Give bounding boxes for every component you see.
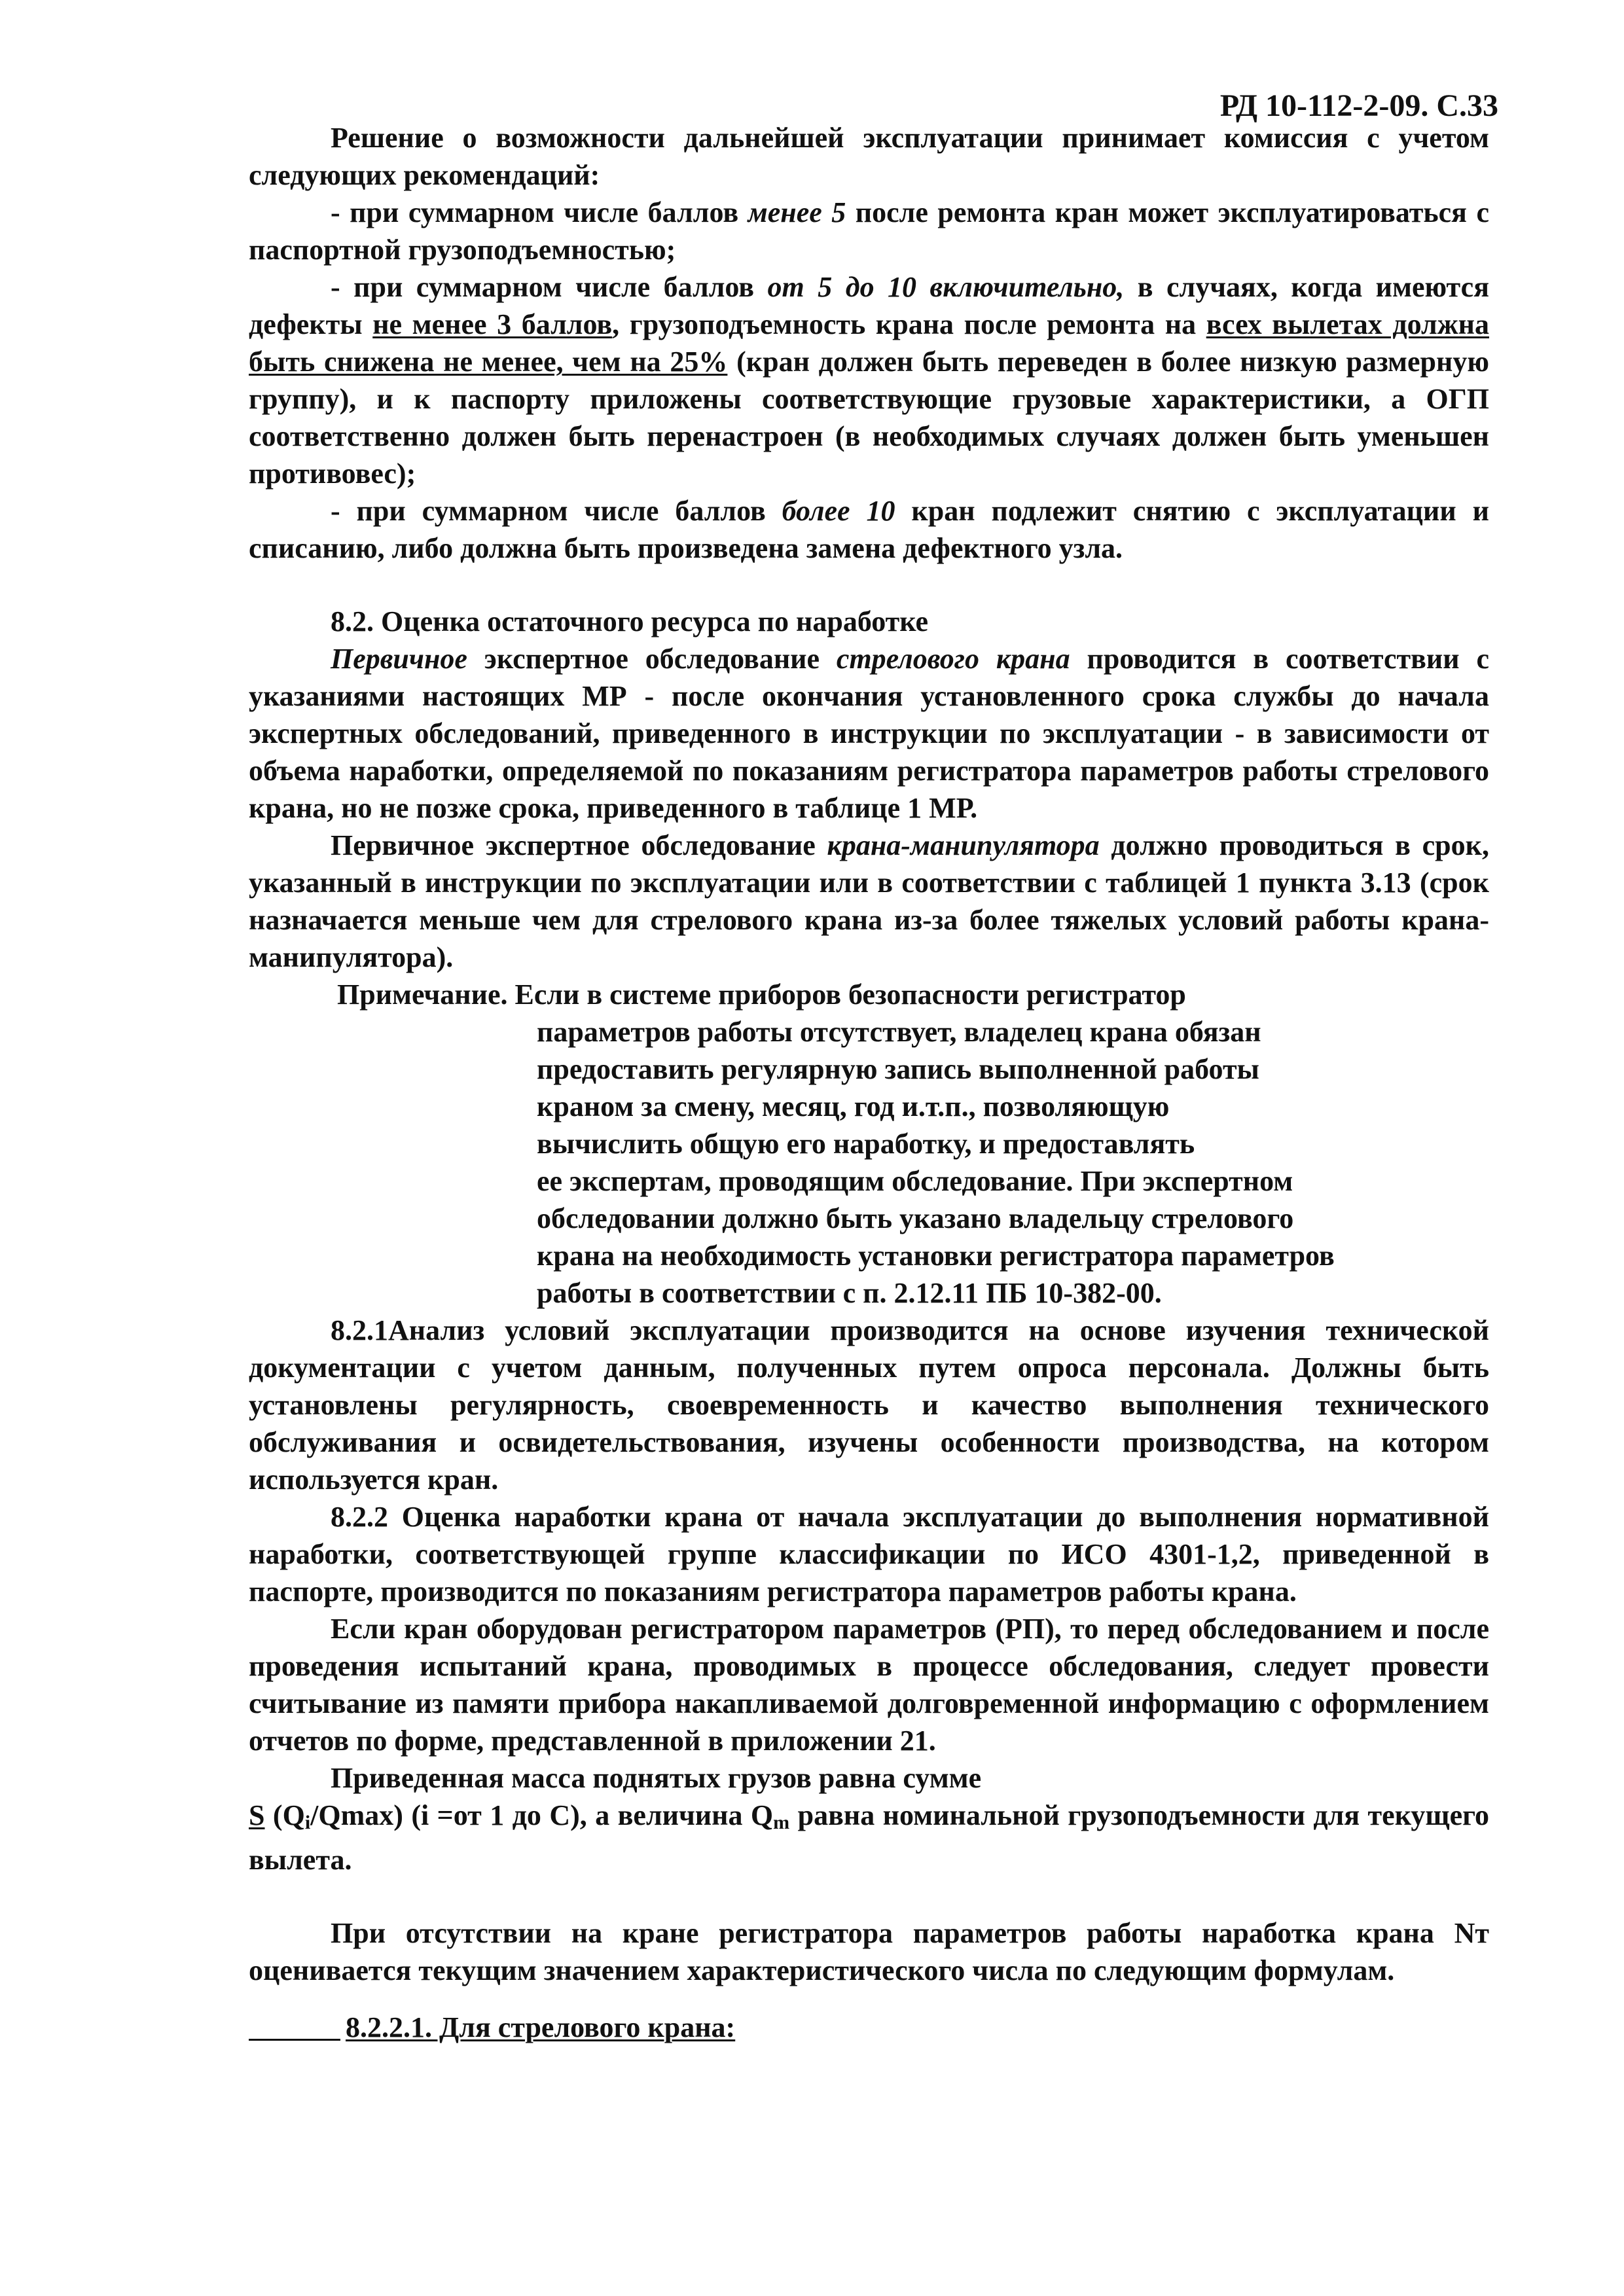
note-line: предоставить регулярную запись выполненной работы bbox=[537, 1053, 1259, 1085]
paragraph-decision: Решение о возможности дальнейшей эксплуатации принимает комиссия с учетом следующих рекомендаций: bbox=[249, 122, 1489, 191]
paragraph-primary-boom-crane: Первичное экспертное обследование стрелового крана проводится в соответствии с указаниями настоящих МР - после окончания установленного срока службы до начала экспертных обследований, приведенного в инструкции по эксплуатации - в зависимости от объема наработки, определяемой по показаниям регистратора параметров работы стрелового крана, но не позже срока, приведенного в таблице 1 МР. bbox=[249, 643, 1489, 824]
leader-line bbox=[249, 2039, 340, 2041]
note-line: ее экспертам, проводящим обследование. При экспертном bbox=[537, 1165, 1293, 1197]
note-line: работы в соответствии с п. 2.12.11 ПБ 10-382-00. bbox=[537, 1277, 1162, 1309]
note-lead: Примечание. Если в системе приборов безопасности регистратор bbox=[337, 978, 1186, 1011]
paragraph-reduced-mass: Приведенная масса поднятых грузов равна сумме S $(Q_i/Qmax)$ (i =от 1 до С), а величина $Q_m$ равна номинальной грузоподъемности для текущего вылета. bbox=[249, 1762, 1489, 1876]
paragraph-registrar: Если кран оборудован регистратором параметров (РП), то перед обследованием и после проведения испытаний крана, проводимых в процессе обследования, следует провести считывание из памяти прибора накапливаемой долговременной информацию с оформлением отчетов по форме, представленной в приложении 21. bbox=[249, 1613, 1489, 1757]
note-line: краном за смену, месяц, год и.т.п., позволяющую bbox=[537, 1090, 1170, 1122]
paragraph-more-than-10: - при суммарном числе баллов более 10 кран подлежит снятию с эксплуатации и списанию, либо должна быть произведена замена дефектного узла. bbox=[249, 495, 1489, 564]
paragraph-5-to-10: - при суммарном числе баллов от 5 до 10 включительно, в случаях, когда имеются дефекты не менее 3 баллов, грузоподъемность крана после ремонта на всех вылетах должна быть снижена не менее, чем на 25% (кран должен быть переведен в более низкую размерную группу), и к паспорту приложены соответствующие грузовые характеристики, а ОГП соответственно должен быть перенастроен (в необходимых случаях должен быть уменьшен противовес); bbox=[249, 271, 1489, 490]
note-line: вычислить общую его наработку, и предоставлять bbox=[537, 1128, 1195, 1160]
paragraph-less-than-5: - при суммарном числе баллов менее 5 после ремонта кран может эксплуатироваться с паспортной грузоподъемностью; bbox=[249, 196, 1489, 266]
section-8-2-2-1-title: 8.2.2.1. Для стрелового крана: bbox=[249, 2009, 1489, 2046]
paragraph-8-2-2: 8.2.2 Оценка наработки крана от начала эксплуатации до выполнения нормативной наработки, соответствующей группе классификации по ИСО 4301-1,2, приведенной в паспорте, производится по показаниям регистратора параметров работы крана. bbox=[249, 1501, 1489, 1607]
document-body bbox=[249, 119, 1489, 2046]
note-line: параметров работы отсутствует, владелец крана обязан bbox=[537, 1016, 1261, 1048]
paragraph-8-2-1: 8.2.1Анализ условий эксплуатации производится на основе изучения технической документации с учетом данным, полученных путем опроса персонала. Должны быть установлены регулярность, своевременность и качество выполнения технического обслуживания и освидетельствования, изучены особенности производства, на котором используется кран. bbox=[249, 1314, 1489, 1496]
paragraph-no-registrar: При отсутствии на кране регистратора параметров работы наработка крана Nт оценивается текущим значением характеристического числа по следующим формулам. bbox=[249, 1917, 1489, 1986]
paragraph-primary-manipulator: Первичное экспертное обследование крана-манипулятора должно проводиться в срок, указанный в инструкции по эксплуатации или в соответствии с таблицей 1 пункта 3.13 (срок назначается меньше чем для стрелового крана из-за более тяжелых условий работы крана-манипулятора). bbox=[249, 829, 1489, 973]
page-header: РД 10-112-2-09. С.33 bbox=[1219, 88, 1498, 123]
section-8-2-title: 8.2. Оценка остаточного ресурса по наработке bbox=[331, 605, 929, 637]
note-line: крана на необходимость установки регистратора параметров bbox=[537, 1240, 1335, 1272]
note-line: обследовании должно быть указано владельцу стрелового bbox=[537, 1202, 1294, 1234]
